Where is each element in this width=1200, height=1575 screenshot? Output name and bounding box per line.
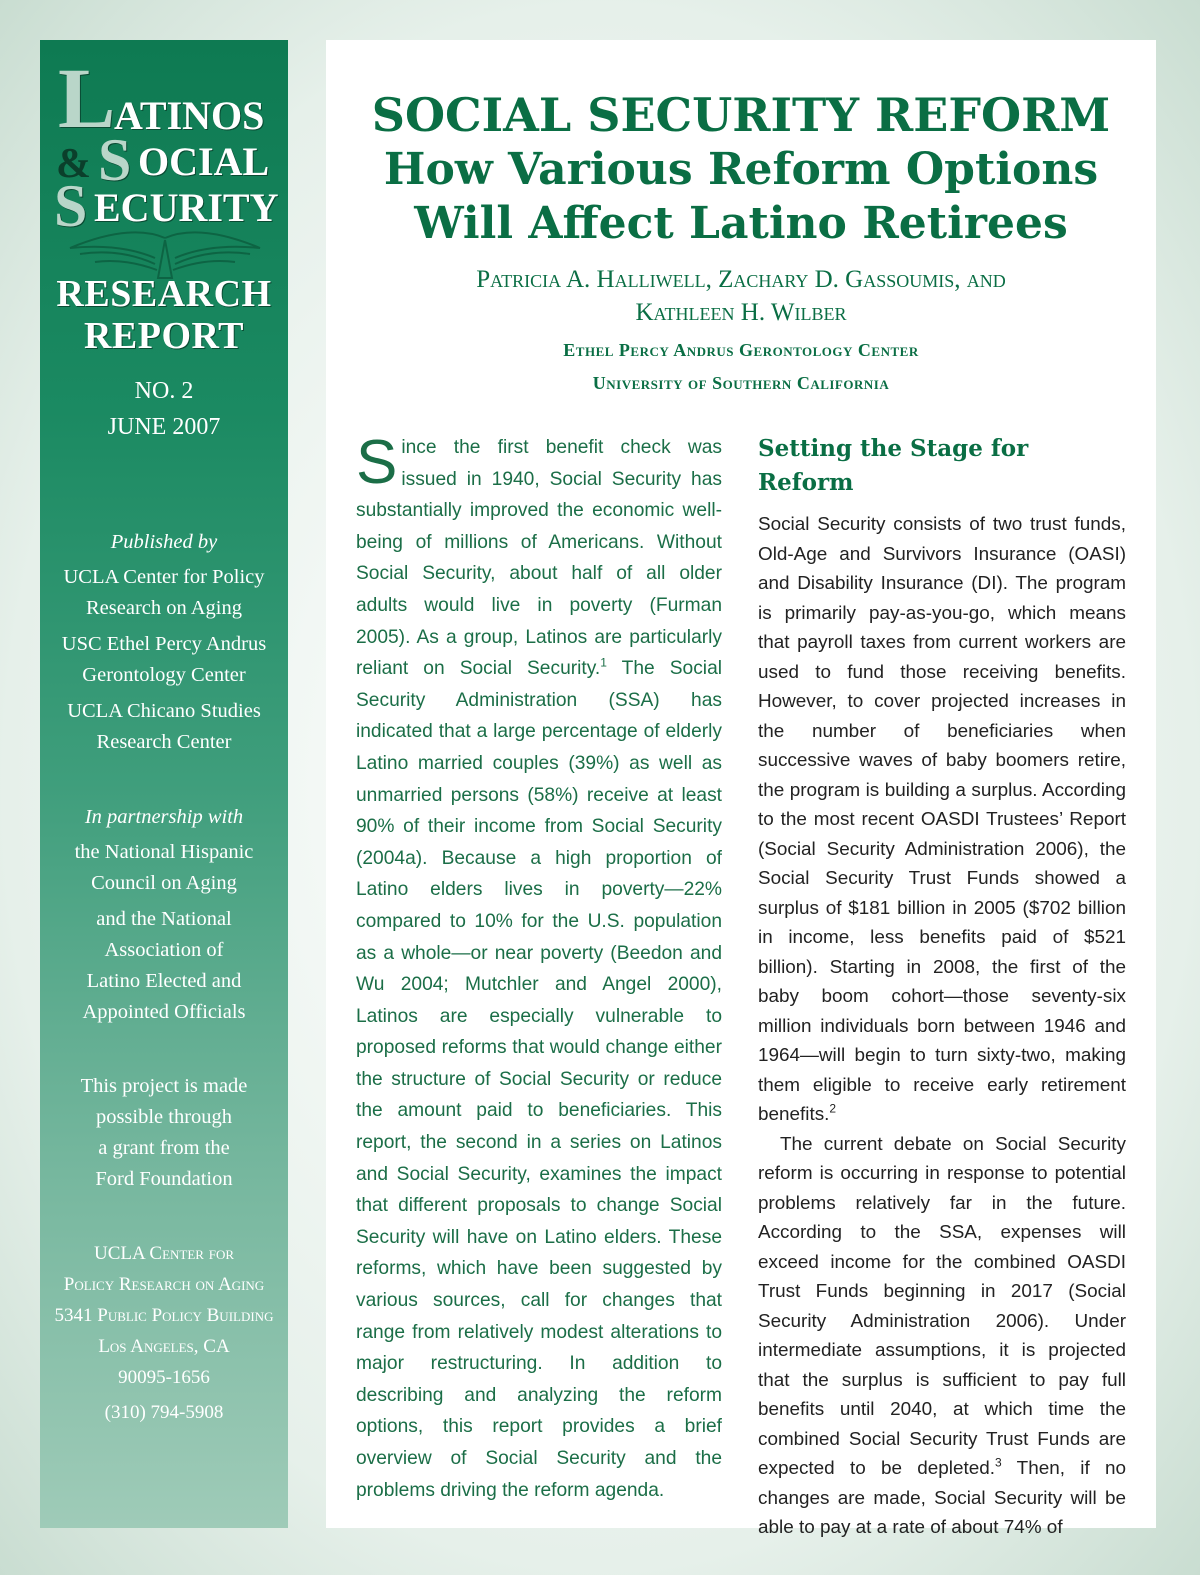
section-heading: Setting the Stage for Reform [758, 435, 1029, 496]
address-line: Policy Research on Aging [63, 1274, 265, 1295]
drop-cap: S [356, 428, 398, 497]
para2-text-rest: Then, if no changes are made, Social Security will be able to pay at a rate of about 74% of [758, 1458, 1126, 1538]
publisher-line: Gerontology Center [82, 664, 246, 686]
publishers-block [40, 527, 288, 758]
publisher-line: UCLA Chicano Studies [67, 700, 261, 722]
partner-line: Appointed Officials [82, 1001, 246, 1023]
partner-line: Council on Aging [91, 872, 237, 894]
intro-paragraph [356, 428, 722, 1506]
issue-date: JUNE 2007 [107, 414, 221, 440]
footnote-ref-3: 3 [995, 1455, 1002, 1470]
body-paragraph-2 [758, 1130, 1126, 1543]
partnership-label: In partnership with [84, 806, 244, 828]
grant-line: possible through [95, 1106, 233, 1128]
footnote-ref-1: 1 [600, 655, 607, 670]
masthead-word-social: OCIAL [138, 139, 270, 184]
sidebar [40, 40, 288, 1528]
partners-block [40, 802, 288, 1028]
masthead-cap-s2: S [54, 173, 88, 239]
address-line: Los Angeles, CA [98, 1336, 230, 1357]
grant-block [40, 1071, 288, 1195]
intro-text-rest: The Social Security Administration (SSA) has indicated that a large percentage of elderly Latino married couples (39%) as well as unmarried persons (58%) receive at least 90% of their income from Social Security (2004a). Because a high proportion of Latino elders lives in poverty—22% compared to 10% for the U.S. population as a whole—or near poverty (Beedon and Wu 2004; Mutchler and Angel 2000), Latinos are especially vulnerable to proposed reforms that would change either the structure of Social Security or reduce the amount paid to beneficiaries. This report, the second in a series on Latinos and Social Security, examines the impact that different proposals to change Social Security will have on Latino elders. These reforms, which have been suggested by various sources, call for changes that range from relatively modest alterations to major restructuring. In addition to describing and analyzing the reform options, this report provides a brief overview of Social Security and the problems driving the reform agenda. [356, 658, 722, 1501]
body-paragraph-1 [758, 510, 1126, 1130]
authors-line2: Kathleen H. Wilber [635, 299, 847, 326]
report-label-report: REPORT [83, 315, 244, 357]
left-column [356, 428, 722, 1506]
affiliation-line2: University of Southern California [592, 373, 890, 393]
masthead-word-security: ECURITY [94, 185, 279, 230]
report-label-research: RESEARCH [56, 273, 272, 315]
address-line: UCLA Center for [93, 1243, 235, 1264]
partner-line: and the National [96, 908, 232, 930]
footnote-ref-2: 2 [829, 1101, 837, 1116]
publisher-line: UCLA Center for Policy [63, 566, 265, 588]
publisher-line: Research on Aging [86, 597, 242, 619]
title-sub-line1: How Various Reform Options [383, 144, 1099, 195]
masthead-word-latinos: ATINOS [114, 93, 265, 138]
issue-number: NO. 2 [134, 378, 194, 404]
address-block [40, 1238, 288, 1428]
masthead-cap-l: L [58, 50, 116, 146]
para2-text-start: The current debate on Social Security reform is occurring in response to potential problems relatively far in the future. According to the SSA, expenses will exceed income for the combined OASDI Trust Funds beginning in 2017 (Social Security Administration 2006). Under intermediate assumptions, it is projected that the surplus is sufficient to pay full benefits until 2040, at which time the combined Social Security Trust Funds are expected to be depleted. [758, 1133, 1126, 1479]
right-column [758, 432, 1126, 1543]
authors-line1: Patricia A. Halliwell, Zachary D. Gassoumis, and [476, 266, 1006, 293]
partner-line: the National Hispanic [74, 841, 254, 863]
address-line: 5341 Public Policy Building [54, 1305, 274, 1326]
grant-line: Ford Foundation [95, 1168, 233, 1190]
intro-text-start: ince the first benefit check was issued in 1940, Social Security has substantially improved the economic well-being of millions of Americans. Without Social Security, about half of all older adults would live in poverty (Furman 2005). As a group, Latinos are particularly reliant on Social Security. [356, 437, 722, 680]
address-phone: (310) 794-5908 [104, 1402, 224, 1423]
para1-text: Social Security consists of two trust funds, Old-Age and Survivors Insurance (OASI) and Disability Insurance (DI). The program is primarily pay-as-you-go, which means that payroll taxes from current workers are used to fund those receiving benefits. However, to cover projected increases in the number of beneficiaries when successive waves of baby boomers retire, the program is building a surplus. According to the most recent OASDI Trustees’ Report (Social Security Administration 2006), the Social Security Trust Funds showed a surplus of $181 billion in 2005 ($702 billion in income, less benefits paid of $521 billion). Starting in 2008, the first of the baby boom cohort—those seventy-six million individuals born between 1946 and 1964—will begin to turn sixty-two, making them eligible to receive early retirement benefits. [758, 514, 1126, 1125]
title-main: SOCIAL SECURITY REFORM [371, 88, 1111, 142]
main-content [326, 40, 1156, 1538]
grant-line: This project is made [80, 1075, 248, 1097]
partner-line: Association of [104, 939, 224, 961]
affiliation-line1: Ethel Percy Andrus Gerontology Center [563, 340, 919, 360]
masthead-ampersand: & [56, 141, 91, 187]
masthead-logo [40, 50, 288, 300]
grant-line: a grant from the [98, 1137, 230, 1159]
publisher-line: Research Center [96, 731, 232, 753]
published-by-label: Published by [110, 531, 218, 553]
publisher-line: USC Ethel Percy Andrus [61, 633, 267, 655]
partner-line: Latino Elected and [86, 970, 242, 992]
masthead-cap-s1: S [98, 127, 132, 193]
address-line: 90095-1656 [118, 1367, 210, 1388]
title-sub-line2: Will Affect Latino Retirees [414, 198, 1068, 249]
